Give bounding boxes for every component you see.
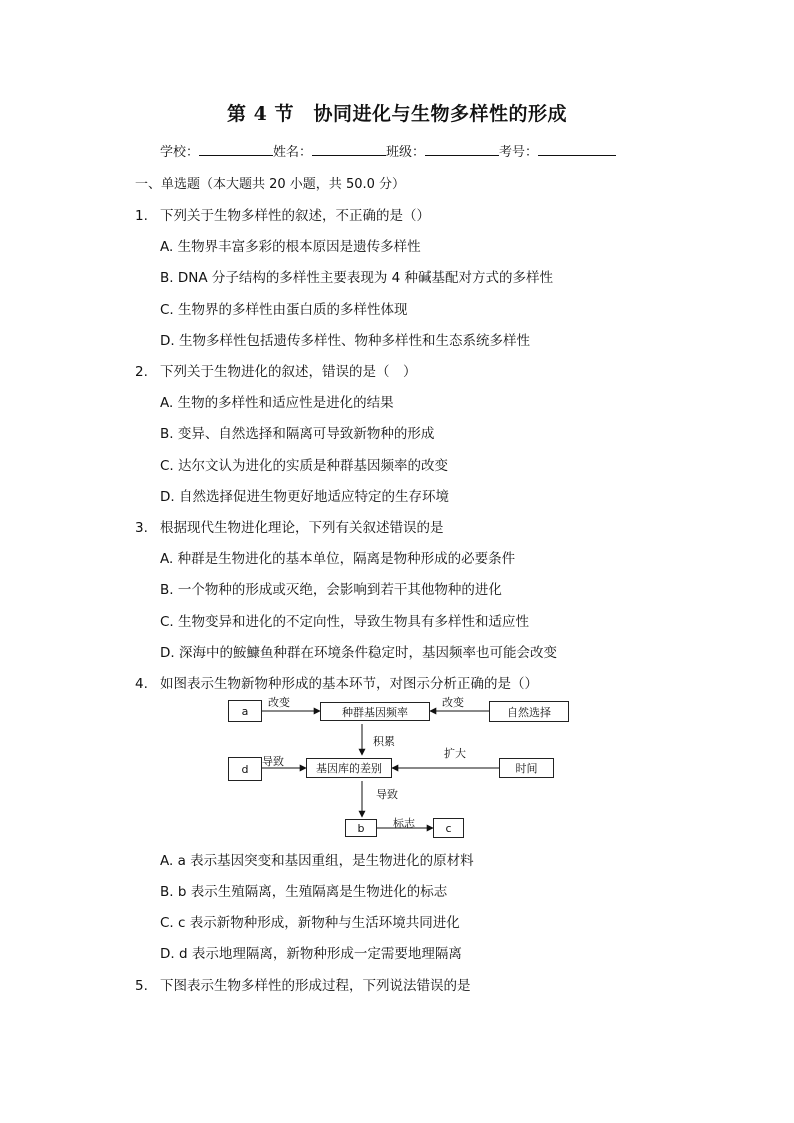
box-gene-frequency: 种群基因频率 xyxy=(320,702,430,721)
question-stem: 根据现代生物进化理论，下列有关叙述错误的是 xyxy=(160,520,444,536)
label-lead-b: 导致 xyxy=(376,788,398,801)
question-number: 5. xyxy=(135,978,148,994)
section-heading: 一、单选题（本大题共 20 小题，共 50.0 分） xyxy=(135,177,406,192)
page-title: 第 4 节 协同进化与生物多样性的形成 xyxy=(227,103,567,125)
question-4 xyxy=(135,672,538,692)
question-5 xyxy=(135,974,471,994)
option-3a: A. 种群是生物进化的基本单位，隔离是物种形成的必要条件 xyxy=(160,551,516,567)
class-blank xyxy=(425,143,499,156)
option-4d: D. d 表示地理隔离，新物种形成一定需要地理隔离 xyxy=(160,946,462,962)
question-2 xyxy=(135,360,417,380)
question-stem: 下列关于生物进化的叙述，错误的是（ ） xyxy=(160,364,417,380)
box-c: c xyxy=(433,818,464,838)
question-stem: 如图表示生物新物种形成的基本环节，对图示分析正确的是（） xyxy=(160,676,538,692)
option-1b: B. DNA 分子结构的多样性主要表现为 4 种碱基配对方式的多样性 xyxy=(160,270,554,286)
option-1a: A. 生物界丰富多彩的根本原因是遗传多样性 xyxy=(160,239,421,255)
label-change-left: 改变 xyxy=(268,696,290,709)
box-natural-selection: 自然选择 xyxy=(489,701,569,722)
question-stem: 下图表示生物多样性的形成过程，下列说法错误的是 xyxy=(160,978,471,994)
box-a: a xyxy=(228,700,262,722)
option-2a: A. 生物的多样性和适应性是进化的结果 xyxy=(160,395,394,411)
option-3c: C. 生物变异和进化的不定向性，导致生物具有多样性和适应性 xyxy=(160,614,530,630)
question-number: 2. xyxy=(135,364,148,380)
student-info-row xyxy=(160,141,616,160)
question-stem: 下列关于生物多样性的叙述，不正确的是（） xyxy=(160,208,430,224)
name-label: 姓名： xyxy=(273,145,313,160)
school-label: 学校： xyxy=(160,145,200,160)
option-2b: B. 变异、自然选择和隔离可导致新物种的形成 xyxy=(160,426,435,442)
school-blank xyxy=(199,143,273,156)
label-change-right: 改变 xyxy=(442,696,464,709)
exam-no-label: 考号： xyxy=(499,145,539,160)
speciation-diagram xyxy=(220,692,590,842)
question-number: 4. xyxy=(135,676,148,692)
option-1d: D. 生物多样性包括遗传多样性、物种多样性和生态系统多样性 xyxy=(160,333,530,349)
option-4b: B. b 表示生殖隔离，生殖隔离是生物进化的标志 xyxy=(160,884,448,900)
box-time: 时间 xyxy=(499,758,554,778)
question-number: 3. xyxy=(135,520,148,536)
box-b: b xyxy=(345,819,377,837)
option-3d: D. 深海中的鮟鱇鱼种群在环境条件稳定时，基因频率也可能会改变 xyxy=(160,645,557,661)
exam-no-blank xyxy=(538,143,616,156)
label-accumulate: 积累 xyxy=(373,735,395,748)
class-label: 班级： xyxy=(386,145,426,160)
option-2d: D. 自然选择促进生物更好地适应特定的生存环境 xyxy=(160,489,449,505)
label-expand: 扩大 xyxy=(444,747,466,760)
label-mark: 标志 xyxy=(393,817,415,830)
box-gene-pool-difference: 基因库的差别 xyxy=(306,758,392,778)
option-3b: B. 一个物种的形成或灭绝，会影响到若干其他物种的进化 xyxy=(160,582,502,598)
option-4c: C. c 表示新物种形成，新物种与生活环境共同进化 xyxy=(160,915,460,931)
option-4a: A. a 表示基因突变和基因重组，是生物进化的原材料 xyxy=(160,853,474,869)
question-1 xyxy=(135,204,430,224)
option-1c: C. 生物界的多样性由蛋白质的多样性体现 xyxy=(160,302,408,318)
box-d: d xyxy=(228,757,262,781)
name-blank xyxy=(312,143,386,156)
question-number: 1. xyxy=(135,208,148,224)
question-3 xyxy=(135,516,444,536)
label-lead-d: 导致 xyxy=(262,755,284,768)
option-2c: C. 达尔文认为进化的实质是种群基因频率的改变 xyxy=(160,458,449,474)
